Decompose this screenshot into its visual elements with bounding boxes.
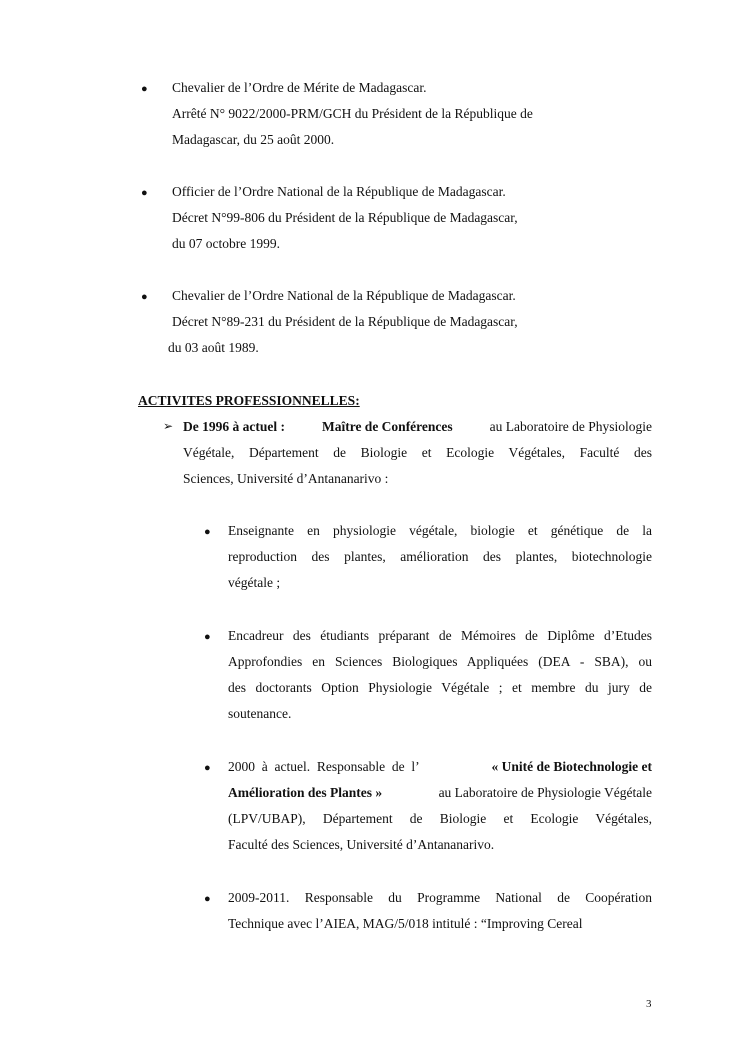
item-1-line1: Enseignante en physiologie végétale, biologie et génétique de la [228,523,652,538]
item-3-line3: (LPV/UBAP), Département de Biologie et Ecologie Végétales, [228,811,652,826]
item-2-line1: Encadreur des étudiants préparant de Mémoires de Diplôme d’Etudes [228,628,652,643]
position-period: De 1996 à actuel : [183,419,285,434]
distinction-2-line3: du 07 octobre 1999. [172,236,280,251]
distinction-1-line2: Arrêté N° 9022/2000-PRM/GCH du Président de la République de [172,106,533,121]
page-number: 3 [646,998,652,1010]
item-1-line3: végétale ; [228,575,281,590]
bullet-dot-icon: ● [204,893,211,905]
distinction-3-title: Chevalier de l’Ordre National de la République de Madagascar. [172,288,516,303]
bullet-dot-icon: ● [204,526,211,538]
item-1-line2: reproduction des plantes, amélioration des plantes, biotechnologie [228,549,652,564]
bullet-dot-icon: ● [141,187,148,199]
item-3-line2-bold: Amélioration des Plantes » [228,785,383,800]
item-3-line1 [228,759,652,775]
position-role: Maître de Conférences [321,419,453,434]
item-3-line1-prefix: 2000 à actuel. Responsable de l’ [228,759,420,774]
item-3-line4: Faculté des Sciences, Université d’Antananarivo. [228,837,495,852]
distinction-2-title: Officier de l’Ordre National de la République de Madagascar. [172,184,506,199]
distinction-3-line2: Décret N°89-231 du Président de la République de Madagascar, [172,314,518,329]
item-2-line3: des doctorants Option Physiologie Végétale ; et membre du jury de [228,680,652,695]
item-2-line4: soutenance. [228,706,292,721]
item-4-line2: Technique avec l’AIEA, MAG/5/018 intitulé : “Improving Cereal [228,916,583,931]
bullet-dot-icon: ● [141,291,148,303]
distinction-3-line3: du 03 août 1989. [168,340,259,355]
section-heading: ACTIVITES PROFESSIONNELLES: [138,393,360,408]
arrow-bullet-icon: ➢ [163,419,174,433]
distinction-2-line2: Décret N°99-806 du Président de la République de Madagascar, [172,210,518,225]
position-line2: Végétale, Département de Biologie et Ecologie Végétales, Faculté des [183,445,652,460]
distinction-1-title: Chevalier de l’Ordre de Mérite de Madagascar. [172,80,427,95]
item-2-line2: Approfondies en Sciences Biologiques Appliquées (DEA - SBA), ou [228,654,652,669]
distinction-1-line3: Madagascar, du 25 août 2000. [172,132,335,147]
item-3-line2-rest: au Laboratoire de Physiologie Végétale [438,785,652,800]
item-3-line2 [228,785,652,801]
position-line1-rest: au Laboratoire de Physiologie [489,419,652,434]
item-3-line1-bold: « Unité de Biotechnologie et [491,759,652,774]
bullet-dot-icon: ● [204,631,211,643]
bullet-dot-icon: ● [141,83,148,95]
bullet-dot-icon: ● [204,762,211,774]
position-line3: Sciences, Université d’Antananarivo : [183,471,389,486]
item-4-line1: 2009-2011. Responsable du Programme National de Coopération [228,890,652,905]
position-line1 [183,419,652,435]
